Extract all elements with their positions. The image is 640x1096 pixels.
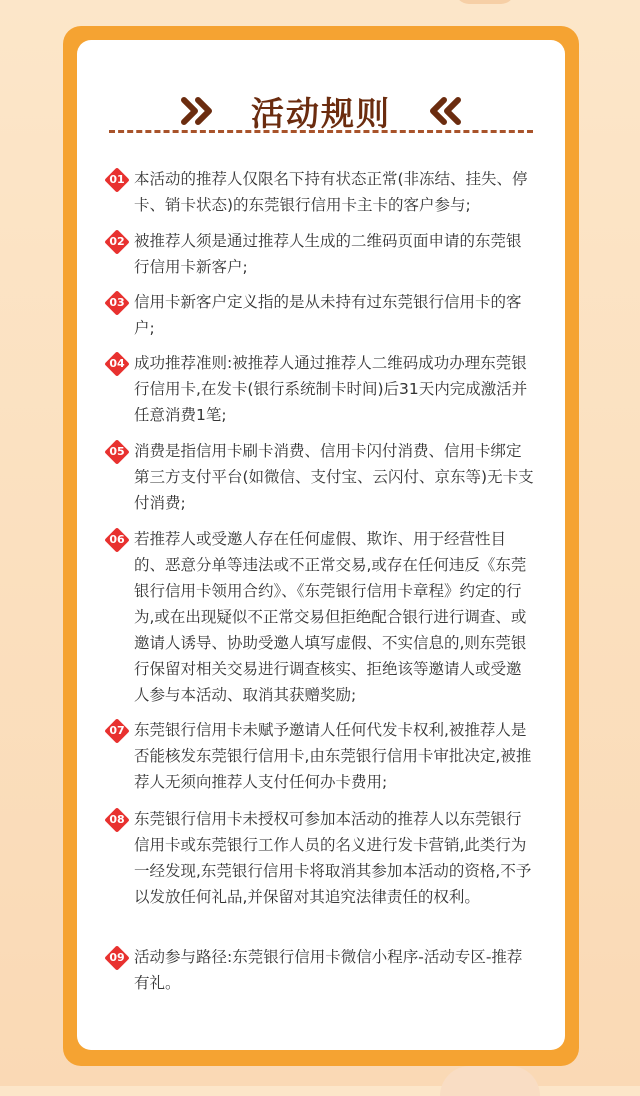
rule-number-badge (104, 945, 130, 971)
rule-number: 07 (109, 724, 125, 737)
rule-text: 被推荐人须是通过推荐人生成的二维码页面申请的东莞银行信用卡新客户; (134, 232, 522, 276)
rule-item (104, 944, 534, 996)
rule-number-badge (104, 439, 130, 465)
rule-text: 本活动的推荐人仅限名下持有状态正常(非冻结、挂失、停卡、销卡状态)的东莞银行信用卡主卡的客户参与; (134, 170, 528, 214)
rule-number-badge (104, 167, 130, 193)
rule-number-badge (104, 718, 130, 744)
rule-number: 01 (109, 173, 125, 186)
rule-item (104, 438, 534, 516)
background-blob-top (455, 0, 515, 4)
rule-number: 08 (109, 813, 125, 826)
rule-item (104, 526, 534, 708)
background-blob-bottom (440, 1066, 540, 1096)
rule-text: 东莞银行信用卡未赋予邀请人任何代发卡权利,被推荐人是否能核发东莞银行信用卡,由东莞银行信用卡审批决定,被推荐人无须向推荐人支付任何办卡费用; (134, 721, 532, 791)
rule-number-badge (104, 807, 130, 833)
rule-item (104, 228, 534, 280)
rules-list (77, 40, 565, 1050)
rule-item (104, 806, 534, 910)
rule-item (104, 717, 534, 795)
rule-number: 02 (109, 235, 125, 248)
rule-number: 05 (109, 445, 125, 458)
rule-item (104, 166, 534, 218)
rule-number: 03 (109, 296, 125, 309)
rule-number-badge (104, 229, 130, 255)
rule-text: 东莞银行信用卡未授权可参加本活动的推荐人以东莞银行信用卡或东莞银行工作人员的名义进行发卡营销,此类行为一经发现,东莞银行信用卡将取消其参加本活动的资格,不予以发放任何礼品,并保留对其追究法律责任的权利。 (134, 810, 532, 906)
rule-text: 消费是指信用卡刷卡消费、信用卡闪付消费、信用卡绑定第三方支付平台(如微信、支付宝、云闪付、京东等)无卡支付消费; (134, 442, 534, 512)
rule-number-badge (104, 351, 130, 377)
rules-card (77, 40, 565, 1050)
rule-item (104, 350, 534, 428)
rule-text: 若推荐人或受邀人存在任何虚假、欺诈、用于经营性目的、恶意分单等违法或不正常交易,或存在任何违反《东莞银行信用卡领用合约》、《东莞银行信用卡章程》约定的行为,或在出现疑似不正常交易但拒绝配合银行进行调查、或邀请人诱导、协助受邀人填写虚假、不实信息的,则东莞银行保留对相关交易进行调查核实、拒绝该等邀请人或受邀人参与本活动、取消其获赠奖励; (134, 530, 527, 704)
rule-text: 成功推荐准则:被推荐人通过推荐人二维码成功办理东莞银行信用卡,在发卡(银行系统制卡时间)后31天内完成激活并任意消费1笔; (134, 354, 528, 424)
rule-text: 活动参与路径:东莞银行信用卡微信小程序-活动专区-推荐有礼。 (134, 948, 523, 992)
rule-number: 06 (109, 533, 125, 546)
rule-number-badge (104, 527, 130, 553)
rule-number-badge (104, 290, 130, 316)
rule-item (104, 289, 534, 341)
rule-number: 04 (109, 357, 125, 370)
rule-text: 信用卡新客户定义指的是从未持有过东莞银行信用卡的客户; (134, 293, 522, 337)
rule-number: 09 (109, 951, 125, 964)
page-title: 活动规则 (251, 93, 391, 133)
